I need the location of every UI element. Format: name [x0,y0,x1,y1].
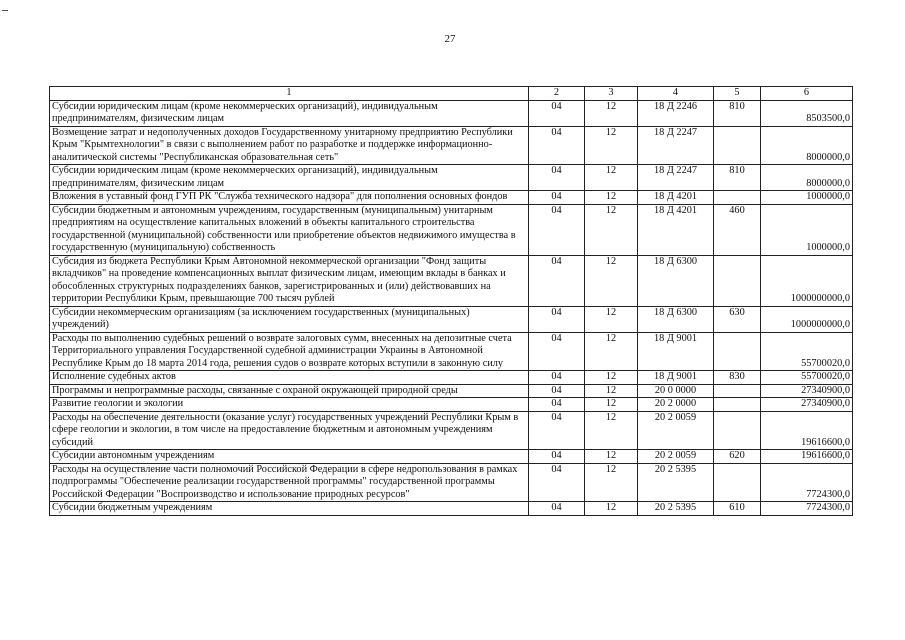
subsection-code: 12 [585,398,638,412]
target-code: 18 Д 4201 [638,204,714,255]
section-code: 04 [529,411,585,450]
row-name: Исполнение судебных актов [50,371,529,385]
target-code: 18 Д 2247 [638,165,714,191]
header-col-5: 5 [714,87,761,101]
table-row [50,371,853,385]
expense-type-code: 810 [714,100,761,126]
expense-type-code [714,126,761,165]
row-name: Субсидии автономным учреждениям [50,450,529,464]
subsection-code: 12 [585,332,638,371]
row-name: Программы и непрограммные расходы, связанные с охраной окружающей природной среды [50,384,529,398]
subsection-code: 12 [585,463,638,502]
expense-type-code: 630 [714,306,761,332]
amount: 19616600,0 [761,450,853,464]
amount: 1000000000,0 [761,255,853,306]
header-col-6: 6 [761,87,853,101]
row-name: Расходы по выполнению судебных решений о возврате залоговых сумм, внесенных на депозитные счета Территориального управления Государственной судебной администрации Украины в Автономной Республике Крым до 18 марта 2014 года, решения судов о возврате которых вступили в законную силу [50,332,529,371]
section-code: 04 [529,204,585,255]
expense-type-code: 830 [714,371,761,385]
table-row [50,126,853,165]
section-code: 04 [529,371,585,385]
expense-type-code [714,384,761,398]
target-code: 20 0 0000 [638,384,714,398]
subsection-code: 12 [585,411,638,450]
amount: 8000000,0 [761,165,853,191]
subsection-code: 12 [585,450,638,464]
section-code: 04 [529,126,585,165]
table-row [50,463,853,502]
scan-mark [2,10,8,11]
section-code: 04 [529,502,585,516]
expense-type-code [714,398,761,412]
amount: 7724300,0 [761,502,853,516]
header-col-4: 4 [638,87,714,101]
header-row [50,87,853,101]
expense-type-code [714,191,761,205]
amount: 27340900,0 [761,398,853,412]
section-code: 04 [529,398,585,412]
section-code: 04 [529,306,585,332]
budget-table [49,86,853,516]
table-row [50,204,853,255]
table-row [50,398,853,412]
row-name: Возмещение затрат и недополученных доходов Государственному унитарному предприятию Республики Крым "Крымтехнологии" в связи с выполнением работ по разработке и поддержке информационно-аналитической системы "Республиканская образовательная сеть" [50,126,529,165]
row-name: Субсидии юридическим лицам (кроме некоммерческих организаций), индивидуальным предпринимателям, физическим лицам [50,165,529,191]
target-code: 20 2 0059 [638,450,714,464]
expense-type-code: 810 [714,165,761,191]
expense-type-code [714,332,761,371]
row-name: Субсидии некоммерческим организациям (за исключением государственных (муниципальных) учреждений) [50,306,529,332]
subsection-code: 12 [585,165,638,191]
section-code: 04 [529,191,585,205]
expense-type-code [714,411,761,450]
header-col-1: 1 [50,87,529,101]
section-code: 04 [529,332,585,371]
amount: 55700020,0 [761,332,853,371]
table-row [50,165,853,191]
table-row [50,332,853,371]
expense-type-code [714,255,761,306]
amount: 1000000,0 [761,204,853,255]
target-code: 20 2 0059 [638,411,714,450]
section-code: 04 [529,384,585,398]
subsection-code: 12 [585,371,638,385]
table-row [50,450,853,464]
target-code: 20 2 0000 [638,398,714,412]
section-code: 04 [529,463,585,502]
amount: 8503500,0 [761,100,853,126]
section-code: 04 [529,100,585,126]
amount: 19616600,0 [761,411,853,450]
expense-type-code: 610 [714,502,761,516]
row-name: Субсидия из бюджета Республики Крым Автономной некоммерческой организации "Фонд защиты вкладчиков" на проведение компенсационных выплат физическим лицам, имеющим вклады в банках и обособленных структурных подразделениях банков, зарегистрированных и (или) действовавших на территории Республики Крым, превышающие 700 тысяч рублей [50,255,529,306]
table-row [50,306,853,332]
target-code: 20 2 5395 [638,502,714,516]
subsection-code: 12 [585,100,638,126]
table-row [50,191,853,205]
target-code: 18 Д 6300 [638,255,714,306]
table-row [50,384,853,398]
header-col-2: 2 [529,87,585,101]
budget-table-body [50,87,853,516]
table-row [50,100,853,126]
amount: 1000000,0 [761,191,853,205]
section-code: 04 [529,450,585,464]
row-name: Развитие геологии и экологии [50,398,529,412]
table-row [50,411,853,450]
row-name: Расходы на обеспечение деятельности (оказание услуг) государственных учреждений Республики Крым в сфере геологии и экологии, в том числе на предоставление бюджетным и автономным учреждениям субсидий [50,411,529,450]
table-row [50,255,853,306]
section-code: 04 [529,165,585,191]
row-name: Расходы на осуществление части полномочий Российской Федерации в сфере недропользования в рамках подпрограммы "Обеспечение реализации государственной программы" государственной программы Российской Федерации "Воспроизводство и использование природных ресурсов" [50,463,529,502]
expense-type-code [714,463,761,502]
row-name: Субсидии юридическим лицам (кроме некоммерческих организаций), индивидуальным предпринимателям, физическим лицам [50,100,529,126]
amount: 27340900,0 [761,384,853,398]
subsection-code: 12 [585,191,638,205]
target-code: 18 Д 4201 [638,191,714,205]
page-number: 27 [444,33,456,45]
table-row [50,502,853,516]
expense-type-code: 460 [714,204,761,255]
amount: 55700020,0 [761,371,853,385]
section-code: 04 [529,255,585,306]
target-code: 18 Д 9001 [638,371,714,385]
subsection-code: 12 [585,204,638,255]
amount: 7724300,0 [761,463,853,502]
subsection-code: 12 [585,384,638,398]
expense-type-code: 620 [714,450,761,464]
header-col-3: 3 [585,87,638,101]
row-name: Субсидии бюджетным учреждениям [50,502,529,516]
target-code: 18 Д 6300 [638,306,714,332]
row-name: Вложения в уставный фонд ГУП РК "Служба технического надзора" для пополнения основных фондов [50,191,529,205]
subsection-code: 12 [585,502,638,516]
subsection-code: 12 [585,306,638,332]
target-code: 18 Д 2247 [638,126,714,165]
target-code: 18 Д 9001 [638,332,714,371]
amount: 1000000000,0 [761,306,853,332]
row-name: Субсидии бюджетным и автономным учреждениям, государственным (муниципальным) унитарным предприятиям на осуществление капитальных вложений в объекты капитального строительства государственной (муниципальной) собственности или приобретение объектов недвижимого имущества в государственную (муниципальную) собственность [50,204,529,255]
target-code: 20 2 5395 [638,463,714,502]
amount: 8000000,0 [761,126,853,165]
target-code: 18 Д 2246 [638,100,714,126]
subsection-code: 12 [585,126,638,165]
subsection-code: 12 [585,255,638,306]
